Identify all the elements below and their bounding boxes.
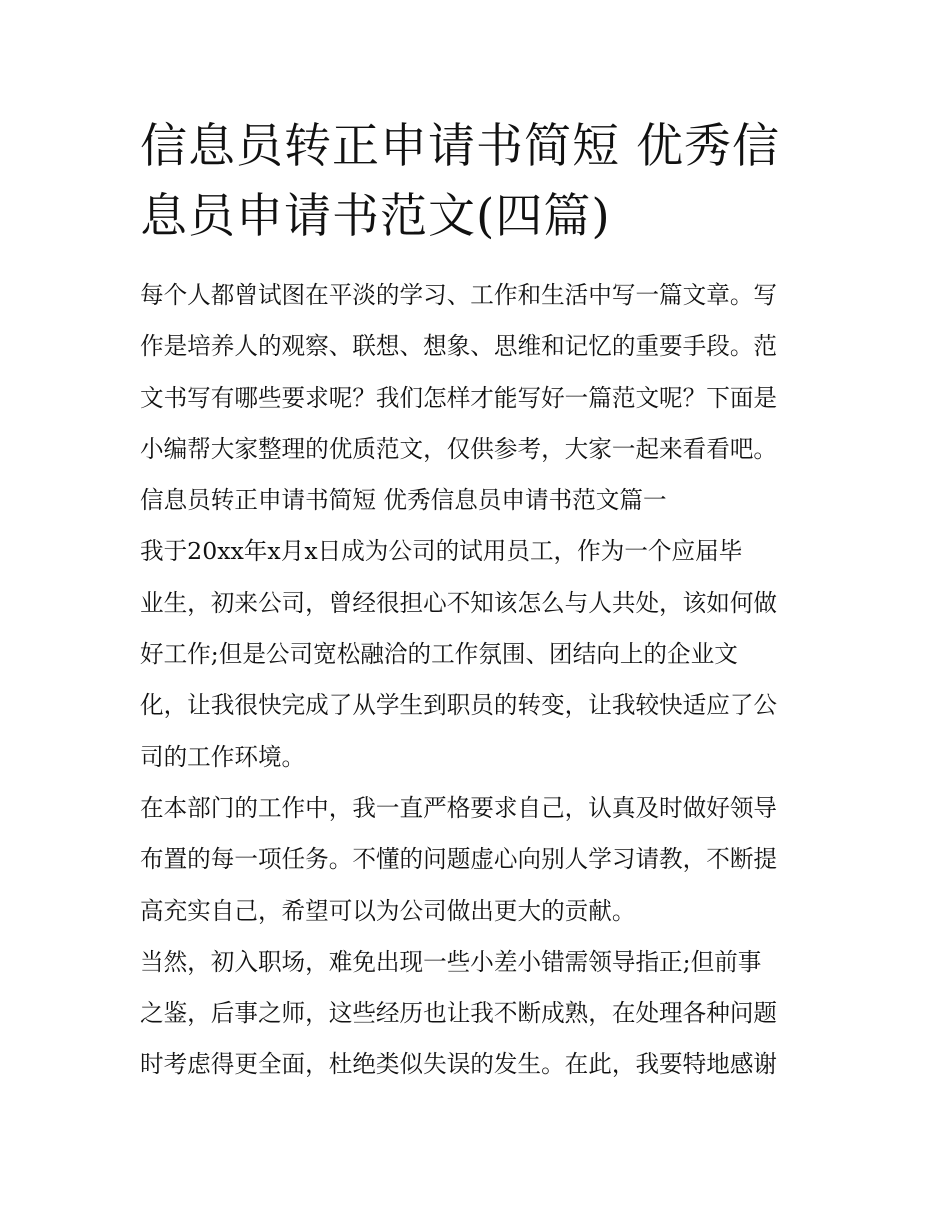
body-line: 化，让我很快完成了从学生到职员的转变，让我较快适应了公	[140, 691, 778, 720]
body-line: 布置的每一项任务。不懂的问题虚心向别人学习请教，不断提	[140, 845, 778, 874]
document-title	[140, 112, 812, 252]
document-body	[140, 270, 812, 1091]
body-line: 业生，初来公司，曾经很担心不知该怎么与人共处，该如何做	[140, 588, 778, 617]
body-line: 小编帮大家整理的优质范文，仅供参考，大家一起来看看吧。	[140, 434, 778, 463]
title-line: 息员申请书范文(四篇)	[140, 189, 611, 244]
title-line: 信息员转正申请书简短 优秀信	[140, 119, 780, 174]
document-page	[140, 112, 812, 1091]
body-line: 文书写有哪些要求呢？我们怎样才能写好一篇范文呢？下面是	[140, 383, 778, 412]
body-line: 作是培养人的观察、联想、想象、思维和记忆的重要手段。范	[140, 332, 778, 361]
body-line: 每个人都曾试图在平淡的学习、工作和生活中写一篇文章。写	[140, 281, 778, 309]
section-heading: 信息员转正申请书简短 优秀信息员申请书范文篇一	[140, 486, 667, 515]
body-line: 之鉴，后事之师，这些经历也让我不断成熟，在处理各种问题	[140, 999, 778, 1028]
body-line: 在本部门的工作中，我一直严格要求自己，认真及时做好领导	[140, 793, 778, 822]
body-line: 高充实自己，希望可以为公司做出更大的贡献。	[140, 896, 636, 925]
body-line: 我于20xx年x月x日成为公司的试用员工，作为一个应届毕	[140, 537, 743, 566]
body-line: 当然，初入职场，难免出现一些小差小错需领导指正;但前事	[140, 947, 762, 976]
body-line: 司的工作环境。	[140, 742, 306, 771]
body-line: 好工作;但是公司宽松融洽的工作氛围、团结向上的企业文	[140, 640, 738, 669]
body-line: 时考虑得更全面，杜绝类似失误的发生。在此，我要特地感谢	[140, 1050, 778, 1079]
